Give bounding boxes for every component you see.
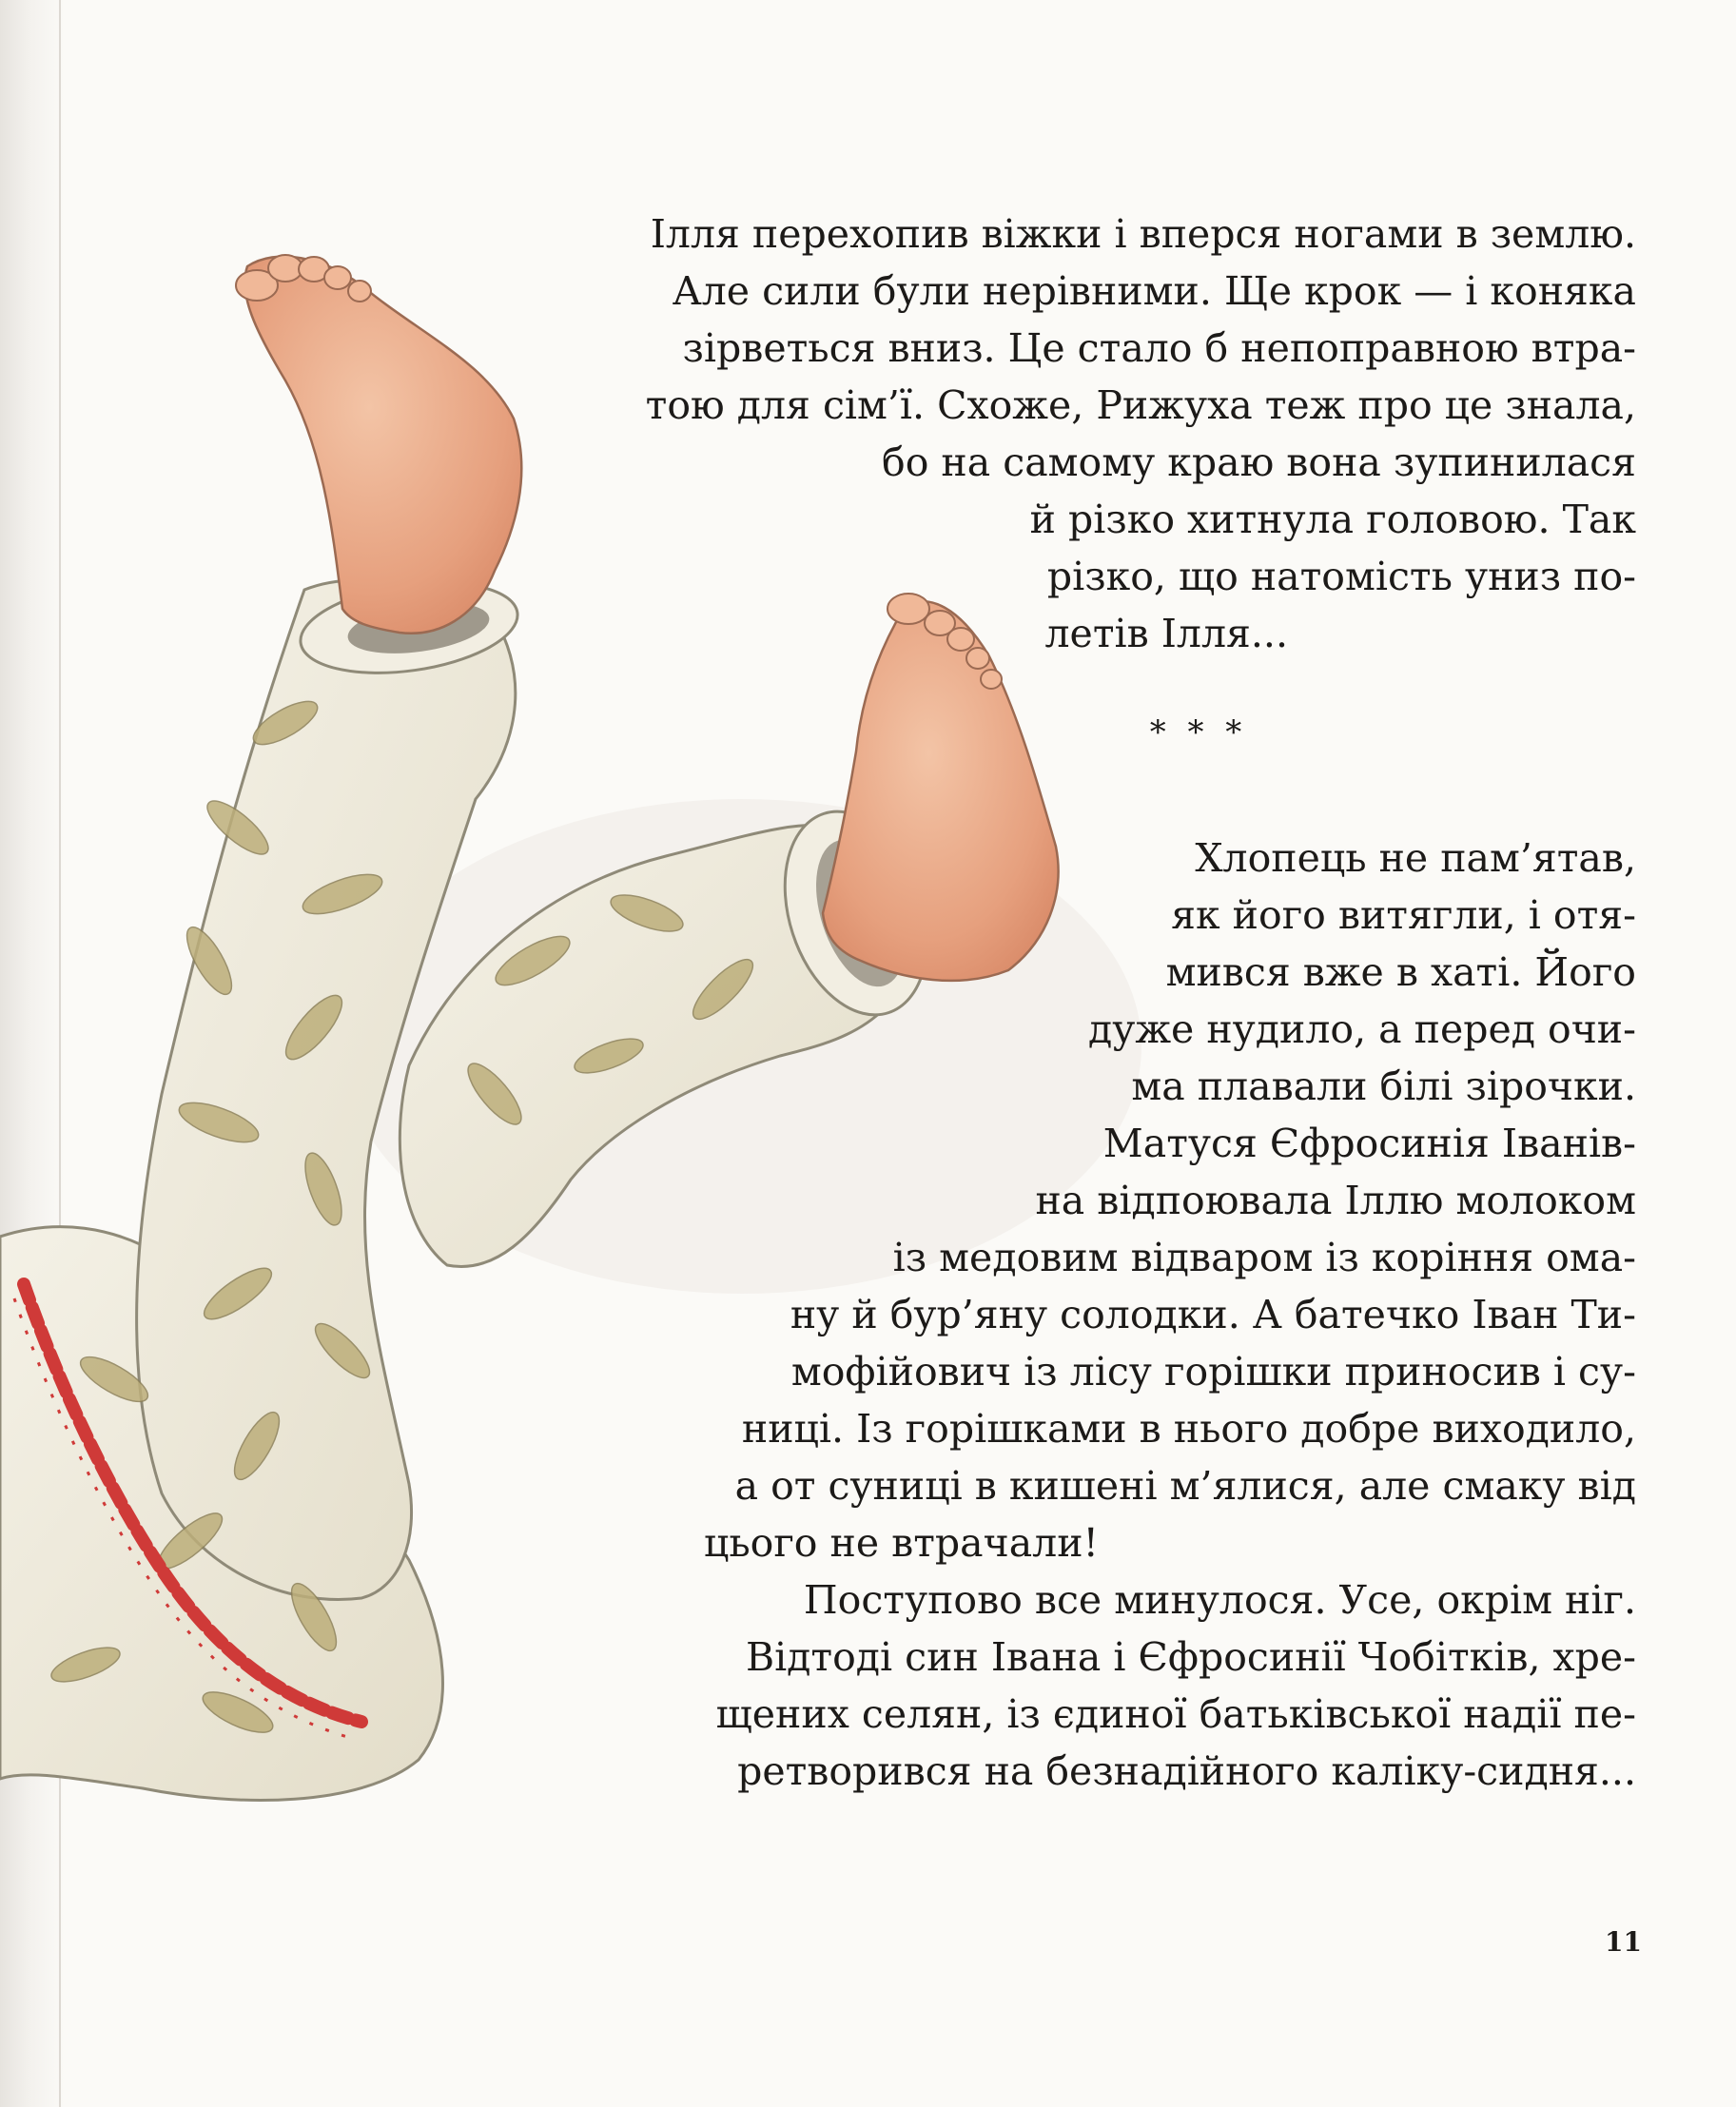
text-line: летів Ілля... bbox=[1044, 611, 1288, 656]
page-number: 11 bbox=[1605, 1926, 1642, 1958]
text-line: зірветься вниз. Це стало б непоправною втра- bbox=[682, 325, 1636, 371]
text-line: тою для сім’ї. Схоже, Рижуха теж про це знала, bbox=[645, 382, 1636, 428]
text-line: ма плавали білі зірочки. bbox=[1131, 1063, 1636, 1109]
text-line: цього не втрачали! bbox=[703, 1520, 1099, 1566]
text-line: Поступово все минулося. Усе, окрім ніг. bbox=[803, 1577, 1636, 1623]
text-line: бо на самому краю вона зупинилася bbox=[882, 439, 1636, 485]
text-line: Ілля перехопив віжки і вперся ногами в землю. bbox=[650, 211, 1636, 257]
text-line: Хлопець не пам’ятав, bbox=[1195, 835, 1636, 881]
text-line: Але сили були нерівними. Ще крок — і коняка bbox=[672, 268, 1636, 314]
text-line: дуже нудило, а перед очи- bbox=[1087, 1006, 1636, 1052]
text-line: як його витягли, і отя- bbox=[1171, 892, 1636, 938]
text-line: ретворився на безнадійного каліку-сидня... bbox=[737, 1748, 1636, 1794]
left-foot bbox=[236, 255, 521, 634]
section-separator: * * * bbox=[1149, 713, 1248, 751]
text-line: щених селян, із єдиної батьківської надії пе- bbox=[715, 1691, 1636, 1737]
text-line: ниці. Із горішками в нього добре виходило, bbox=[741, 1406, 1636, 1452]
text-line: й різко хитнула головою. Так bbox=[1029, 497, 1636, 542]
text-line: Відтоді син Івана і Єфросинії Чобітків, хре- bbox=[745, 1634, 1636, 1680]
right-foot bbox=[823, 594, 1059, 981]
text-line: із медовим відваром із коріння ома- bbox=[892, 1235, 1636, 1280]
text-line: різко, що натомість униз по- bbox=[1046, 554, 1636, 599]
text-line: мився вже в хаті. Його bbox=[1165, 949, 1636, 995]
text-line: мофійович із лісу горішки приносив і су- bbox=[790, 1349, 1636, 1395]
text-line: на відпоювала Іллю молоком bbox=[1035, 1178, 1636, 1223]
text-line: ну й бур’яну солодки. А батечко Іван Ти- bbox=[790, 1292, 1636, 1337]
text-line: а от суниці в кишені м’ялися, але смаку від bbox=[734, 1463, 1636, 1509]
text-line: Матуся Єфросинія Іванів- bbox=[1102, 1121, 1636, 1166]
